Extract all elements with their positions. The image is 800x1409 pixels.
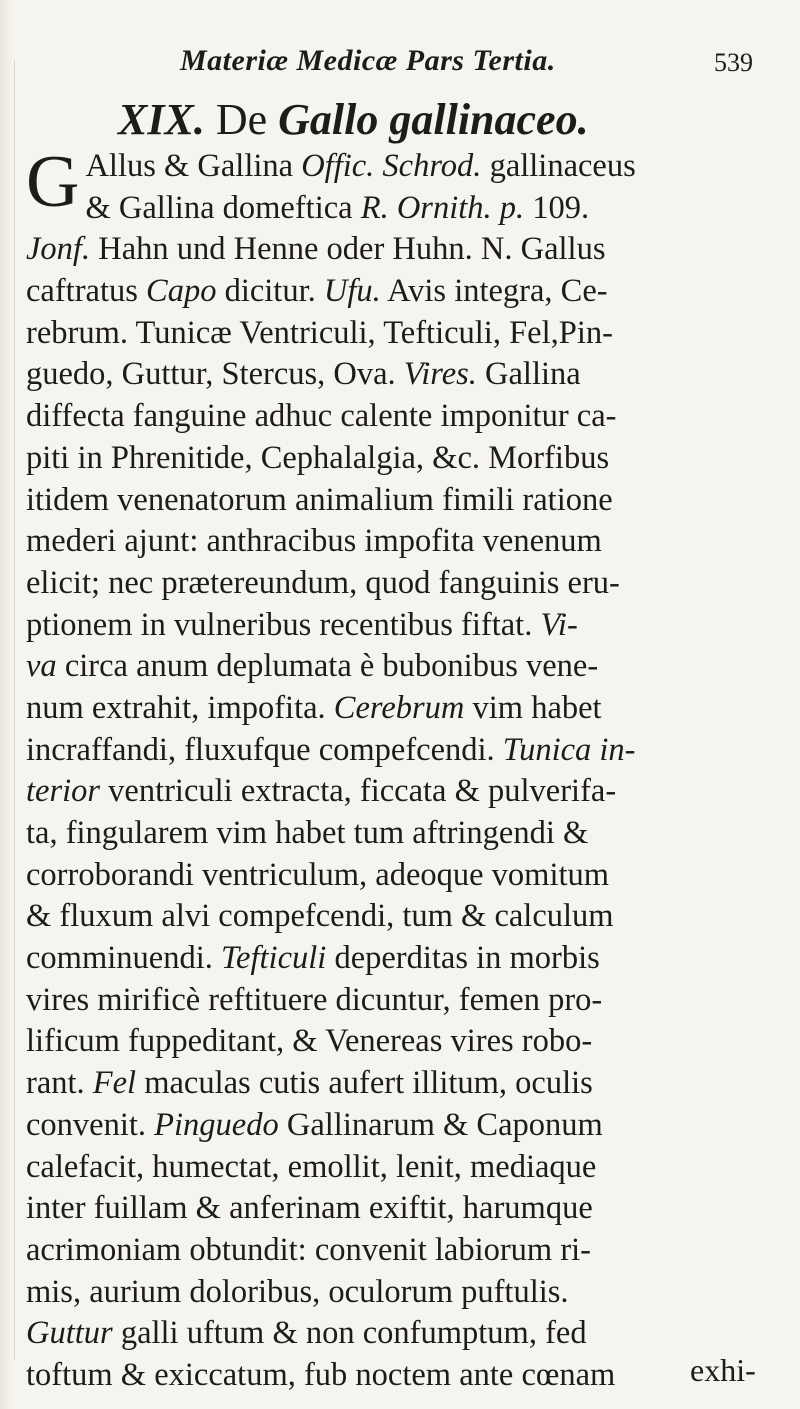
text-run: caftratus (26, 273, 147, 310)
text-run: lificum fuppeditant, & Venereas vires robo- (26, 1023, 593, 1060)
chapter-preposition: De (215, 95, 268, 144)
text-run: comminuendi. (26, 940, 221, 977)
text-line (26, 605, 786, 647)
italic-run: Tunica in- (502, 731, 636, 768)
text-run: diffecta fanguine adhuc calente imponitur ca- (26, 398, 617, 435)
italic-run: va (26, 648, 57, 685)
text-run: dicitur. (216, 273, 324, 310)
text-run: piti in Phrenitide, Cephalalgia, &c. Morfibus (26, 439, 610, 476)
text-line (26, 980, 786, 1022)
text-line (26, 646, 786, 688)
text-run: circa anum deplumata è bubonibus vene- (56, 648, 599, 685)
chapter-heading (118, 94, 758, 154)
italic-run: R. Ornith. p. (360, 189, 525, 226)
page-edge-shadow (0, 0, 14, 1409)
text-line (26, 563, 786, 605)
running-title: Materiæ Medicæ Pars Tertia. (180, 44, 556, 77)
text-line (26, 146, 786, 188)
italic-run: Offic. Schrod. (301, 148, 482, 184)
italic-run: Jonf. (26, 231, 91, 268)
running-head (0, 40, 800, 88)
text-run: itidem venenatorum animalium fimili ratione (26, 481, 613, 518)
text-run: corroborandi ventriculum, adeoque vomitum (26, 856, 610, 893)
text-run: rebrum. Tunicæ Ventriculi, Tefticuli, Fel,Pin- (26, 314, 613, 351)
text-run: inter fuillam & anferinam exiftit, harumque (26, 1190, 593, 1227)
text-run: 109. (524, 189, 590, 226)
text-line (26, 229, 786, 271)
text-run: Hahn und Henne oder Huhn. N. Gallus (90, 231, 606, 268)
text-line (26, 1230, 786, 1272)
italic-run: Fel (92, 1065, 137, 1102)
text-run: Allus & Gallina (85, 148, 302, 184)
text-line (26, 313, 786, 355)
text-run: elicit; nec prætereundum, quod fanguinis eru- (26, 564, 620, 601)
italic-run: terior (26, 773, 101, 810)
text-run: ptionem in vulneribus recentibus fiftat. (26, 606, 541, 643)
chapter-title: Gallo gallinaceo. (278, 95, 589, 144)
italic-run: Capo (146, 273, 217, 310)
text-run: calefacit, humectat, emollit, lenit, mediaque (26, 1148, 597, 1185)
catchword: exhi- (690, 1352, 756, 1388)
text-line (26, 938, 786, 980)
italic-run: Ufu. (323, 273, 381, 310)
text-line (26, 771, 786, 813)
text-run: galli uftum & non confumptum, fed (112, 1315, 587, 1352)
text-line (26, 396, 786, 438)
text-run: Gallina (476, 356, 581, 393)
text-run: rant. (26, 1065, 93, 1102)
chapter-number: XIX. (118, 95, 205, 144)
text-run: incraffandi, fluxufque compefcendi. (26, 731, 503, 768)
text-run: num extrahit, impofita. (26, 689, 334, 726)
text-line (26, 1313, 786, 1355)
text-line (26, 896, 786, 938)
text-line (26, 1355, 786, 1397)
text-run: Gallinarum & Caponum (278, 1106, 603, 1143)
text-line (26, 1272, 786, 1314)
text-run: acrimoniam obtundit: convenit labiorum ri- (26, 1231, 592, 1268)
italic-run: Vi- (540, 606, 578, 643)
drop-capital: G (26, 141, 80, 223)
text-run: guedo, Guttur, Stercus, Ova. (26, 356, 404, 393)
text-run: deperditas in morbis (326, 940, 600, 977)
text-line (26, 730, 786, 772)
italic-run: Tefticuli (220, 940, 327, 977)
text-run: & Gallina domeftica (85, 189, 361, 226)
text-line (26, 1105, 786, 1147)
text-run: convenit. (26, 1106, 155, 1143)
text-run: & fluxum alvi compefcendi, tum & calculum (26, 898, 614, 935)
text-run: vim habet (464, 689, 602, 726)
italic-run: Pinguedo (154, 1106, 279, 1143)
text-line (26, 354, 786, 396)
text-line (26, 438, 786, 480)
text-run: toftum & exiccatum, fub noctem ante cœnam (26, 1356, 616, 1393)
text-line (26, 480, 786, 522)
text-line (26, 1063, 786, 1105)
text-run: Avis integra, Ce- (380, 273, 608, 310)
text-line (26, 521, 786, 563)
text-run: ventriculi extracta, ficcata & pulverifa- (100, 773, 617, 810)
page-number: 539 (714, 48, 753, 77)
text-run: mederi ajunt: anthracibus impofita venenum (26, 523, 602, 560)
text-run: ta, fingularem vim habet tum aftringendi & (26, 815, 589, 851)
italic-run: Vires. (403, 356, 477, 393)
text-line (26, 813, 786, 855)
body-text (26, 141, 786, 1397)
text-line (26, 188, 786, 230)
gutter-line (14, 60, 15, 1360)
text-line (26, 855, 786, 897)
italic-run: Cerebrum (333, 689, 465, 726)
text-run: mis, aurium doloribus, oculorum puftulis. (26, 1273, 569, 1310)
text-line (26, 1021, 786, 1063)
text-line (26, 1188, 786, 1230)
text-run: vires mirificè reftituere dicuntur, femen pro- (26, 981, 603, 1018)
text-line (26, 271, 786, 313)
text-run: maculas cutis aufert illitum, oculis (136, 1065, 593, 1102)
text-line (26, 1147, 786, 1189)
italic-run: Guttur (26, 1315, 113, 1352)
text-line (26, 688, 786, 730)
text-run: gallinaceus (481, 148, 636, 184)
